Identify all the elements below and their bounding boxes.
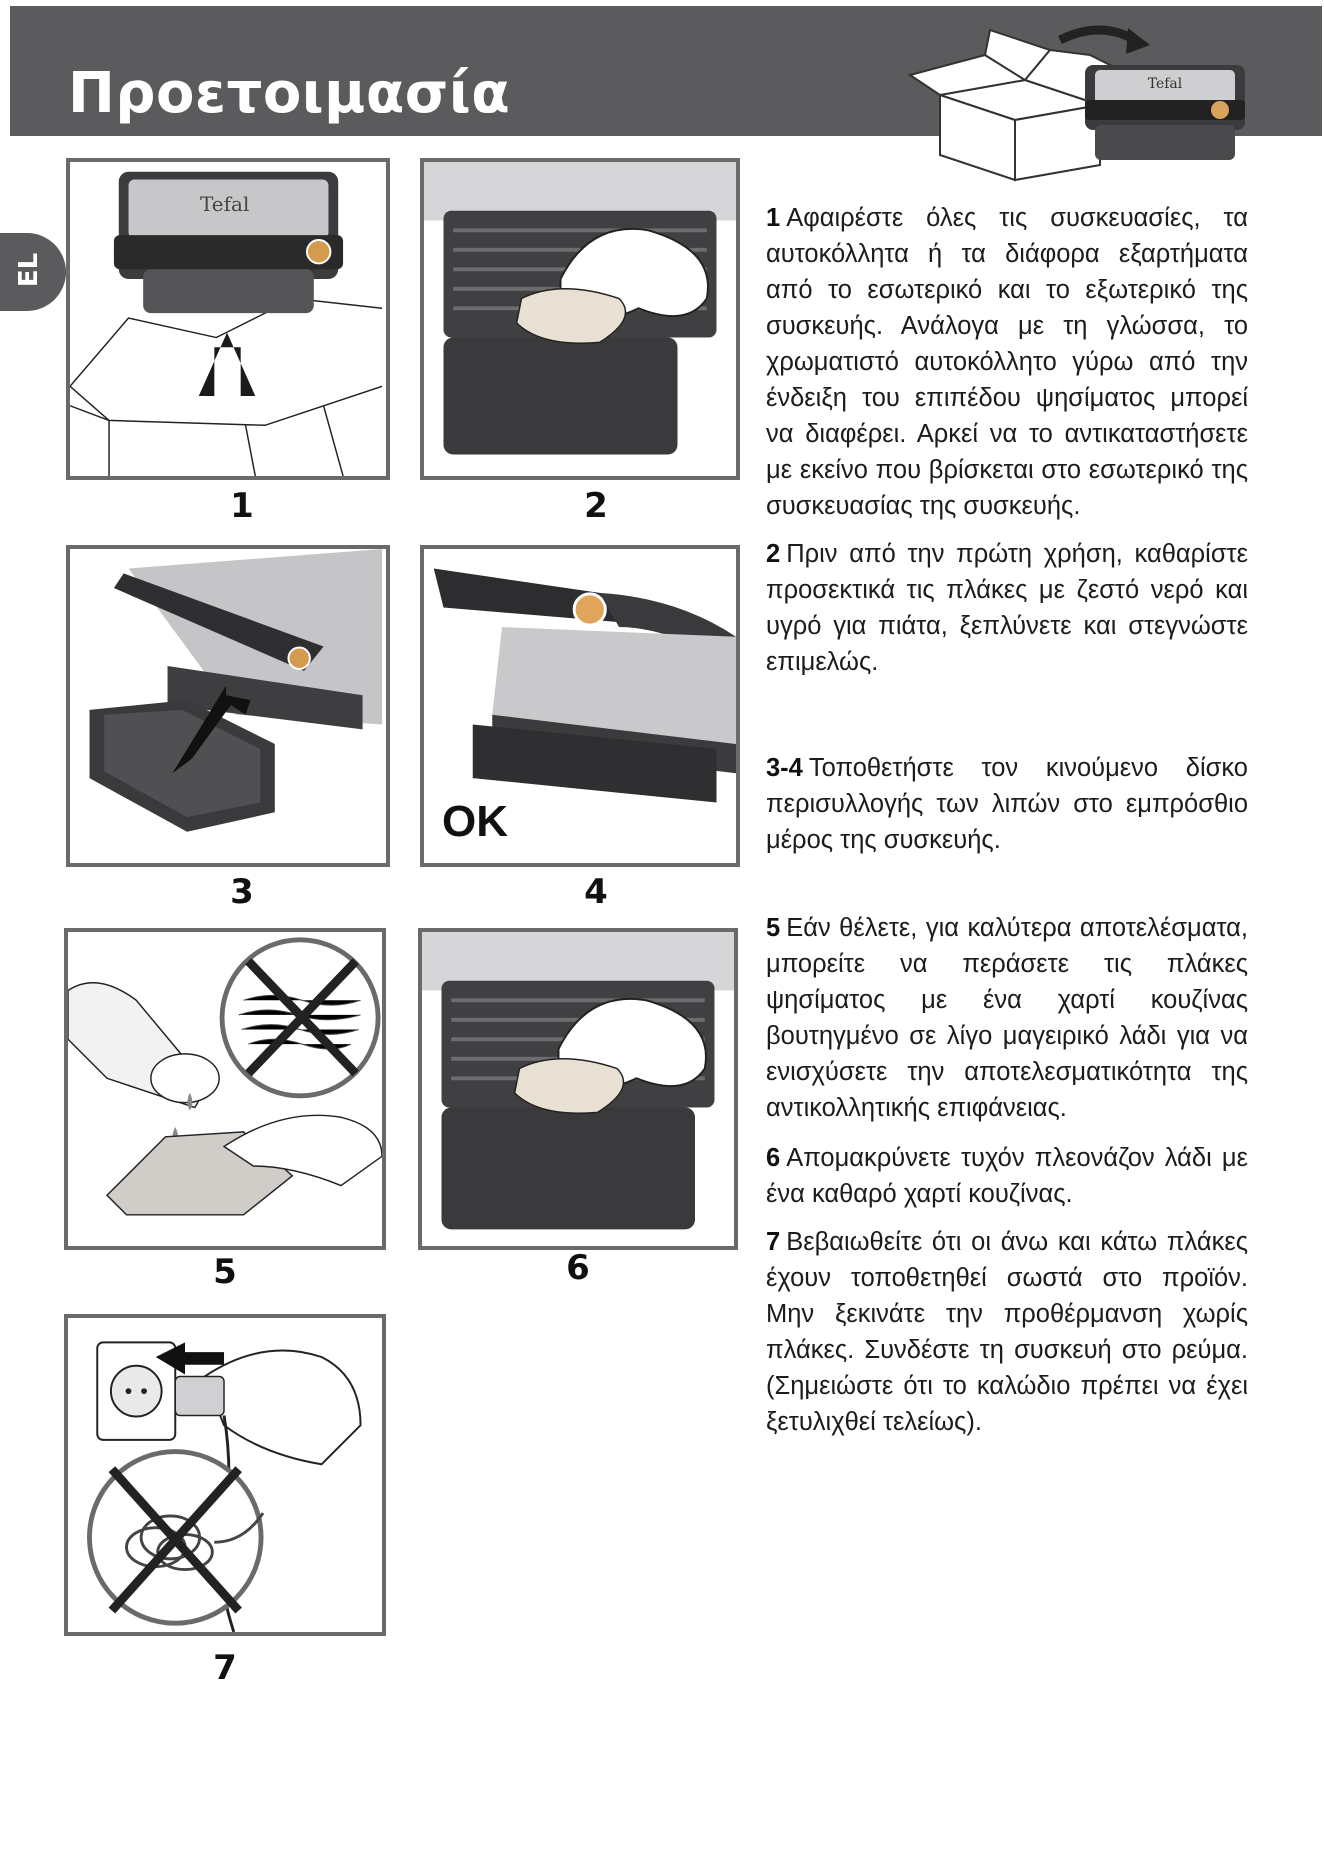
step-number: 1 [766,204,781,232]
figure-3-illustration [70,549,386,863]
figure-4-number: 4 [584,872,608,912]
figure-2-illustration [424,162,736,476]
arrow-curved-icon [1060,30,1135,40]
page-title: Προετοιμασία [68,61,511,126]
step-2 [766,536,1248,680]
language-tab [0,233,66,311]
figure-3-panel [66,545,390,867]
figure-5-panel [64,928,386,1250]
step-3-4 [766,750,1248,858]
step-1 [766,200,1248,524]
figure-6-panel [418,928,738,1250]
step-text: Βεβαιωθείτε ότι οι άνω και κάτω πλάκες έχουν τοποθετηθεί σωστά στο προϊόν. Μην ξεκινάτε την προθέρμανση χωρίς πλάκες. Συνδέστε τη συσκευή στο ρεύμα. (Σημειώστε ότι το καλώδιο πρέπει να έχει ξετυλιχθεί τελείως). [766,1228,1248,1436]
language-label: EL [14,252,45,288]
ok-badge: OK [442,797,508,846]
step-text: Αφαιρέστε όλες τις συσκευασίες, τα αυτοκόλλητα ή τα διάφορα εξαρτήματα από το εσωτερικό και το εξωτερικό της συσκευής. Ανάλογα με τη γλώσσα, το χρωματιστό αυτοκόλλητο γύρω από την ένδειξη του επιπέδου ψησίματος μπορεί να διαφέρει. Αρκεί να το αντικαταστήσετε με εκείνο που βρίσκεται στο εσωτερικό της συσκευασίας της συσκευής. [766,204,1248,520]
figure-4-panel [420,545,740,867]
figure-7-illustration [68,1318,382,1632]
figure-5-number: 5 [213,1252,237,1292]
figure-5-illustration [68,932,382,1246]
figure-2-number: 2 [584,486,608,526]
step-text: Εάν θέλετε, για καλύτερα αποτελέσματα, μπορείτε να περάσετε τις πλάκες ψησίματος με ένα χαρτί κουζίνας βουτηγμένο σε λίγο μαγειρικό λάδι για να ενισχύσετε την αποτελεσματικότητα της αντικολλητικής επιφάνειας. [766,914,1248,1122]
step-text: Τοποθετήστε τον κινούμενο δίσκο περισυλλογής των λιπών στο εμπρόσθιο μέρος της συσκευής. [766,754,1248,854]
step-number: 7 [766,1228,781,1256]
figure-1-brand: Tefal [200,192,250,216]
header-brand-logo: Tefal [1147,76,1183,92]
figure-6-illustration [422,932,734,1246]
step-text: Πριν από την πρώτη χρήση, καθαρίστε προσεκτικά τις πλάκες με ζεστό νερό και υγρό για πιάτα, ξεπλύνετε και στεγνώστε επιμελώς. [766,540,1248,676]
header-illustration [900,20,1260,185]
figure-7-number: 7 [213,1648,237,1688]
step-number: 2 [766,540,781,568]
figure-3-number: 3 [230,872,254,912]
step-number: 5 [766,914,781,942]
step-text: Απομακρύνετε τυχόν πλεονάζον λάδι με ένα καθαρό χαρτί κουζίνας. [766,1144,1248,1208]
step-6 [766,1140,1248,1212]
figure-2-panel [420,158,740,480]
figure-6-number: 6 [566,1248,590,1288]
step-number: 3-4 [766,754,803,782]
step-7 [766,1224,1248,1440]
figure-7-panel [64,1314,386,1636]
figure-1-number: 1 [230,486,254,526]
step-number: 6 [766,1144,781,1172]
step-5 [766,910,1248,1126]
figure-1-panel [66,158,390,480]
